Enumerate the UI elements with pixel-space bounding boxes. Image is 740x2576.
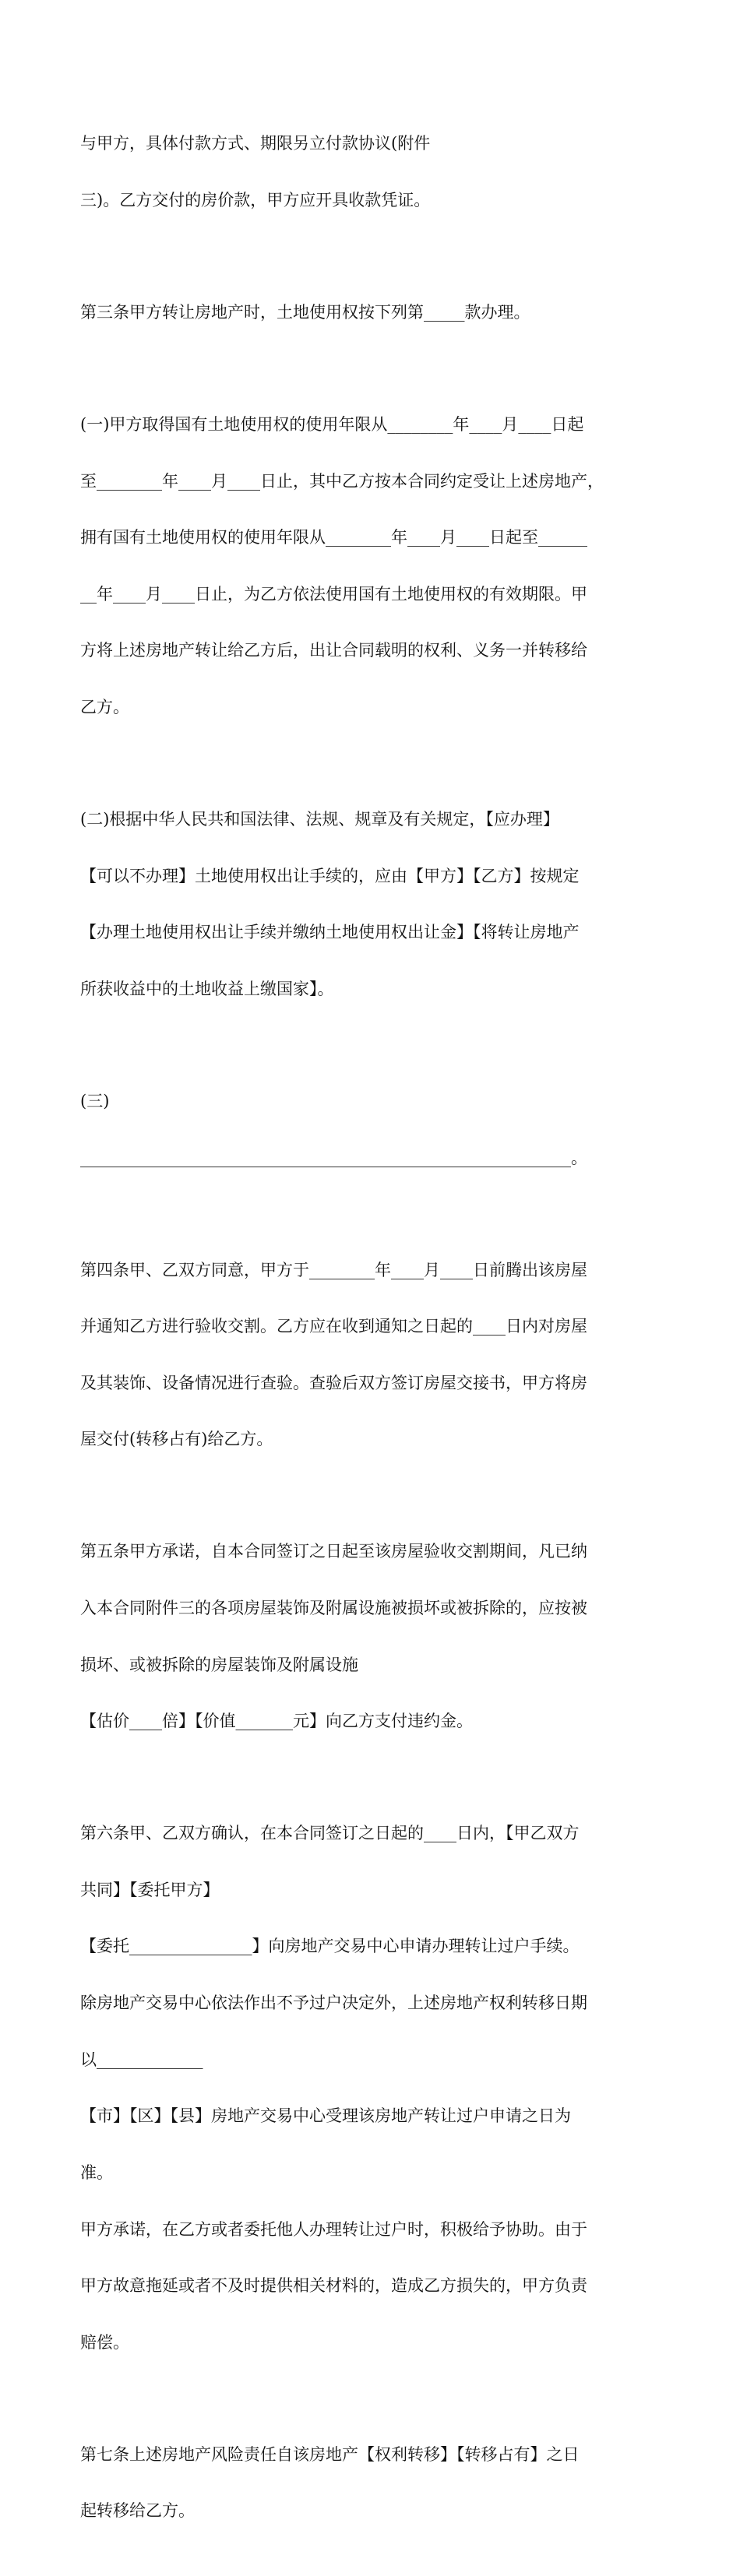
text-line: 【可以不办理】土地使用权出让手续的，应由【甲方】【乙方】按规定 — [80, 866, 580, 885]
paragraph-article-3-item-1 — [80, 378, 666, 755]
paragraph-article-6 — [80, 1786, 666, 2390]
text-line: 准。 — [80, 2163, 113, 2182]
text-line: 拥有国有土地使用权的使用年限从________年____月____日起至______ — [80, 528, 587, 547]
paragraph-article-5 — [80, 1504, 666, 1768]
text-line: 以_____________ — [80, 2050, 203, 2069]
text-line: 与甲方，具体付款方式、期限另立付款协议(附件 — [80, 134, 431, 153]
paragraph-article-3-item-2 — [80, 772, 666, 1036]
text-line: 【估价____倍】【价值_______元】向乙方支付违约金。 — [80, 1712, 473, 1731]
text-line: 【委托_______________】向房地产交易中心申请办理转让过户手续。 — [80, 1937, 580, 1956]
text-line: 共同】【委托甲方】 — [80, 1880, 220, 1899]
text-line: 【办理土地使用权出让手续并缴纳土地使用权出让金】【将转让房地产 — [80, 923, 580, 942]
text-line: 并通知乙方进行验收交割。乙方应在收到通知之日起的____日内对房屋 — [80, 1317, 587, 1336]
text-line: 除房地产交易中心依法作出不予过户决定外，上述房地产权利转移日期 — [80, 1994, 587, 2013]
text-line: 乙方。 — [80, 698, 129, 717]
paragraph-article-3 — [80, 266, 666, 360]
text-line: 屋交付(转移占有)给乙方。 — [80, 1430, 273, 1449]
text-line: 【市】【区】【县】房地产交易中心受理该房地产转让过户申请之日为 — [80, 2106, 571, 2126]
text-line: 及其装饰、设备情况进行查验。查验后双方签订房屋交接书，甲方将房 — [80, 1373, 587, 1392]
paragraph-article-4 — [80, 1223, 666, 1487]
text-line: 所获收益中的土地收益上缴国家】。 — [80, 979, 334, 998]
text-line: 入本合同附件三的各项房屋装饰及附属设施被损坏或被拆除的，应按被 — [80, 1599, 587, 1618]
text-line: (一)甲方取得国有土地使用权的使用年限从________年____月____日起 — [80, 415, 584, 435]
text-line: 起转移给乙方。 — [80, 2501, 195, 2521]
text-line: 方将上述房地产转让给乙方后，出让合同载明的权利、义务一并转移给 — [80, 641, 587, 660]
text-line: 第六条甲、乙双方确认，在本合同签订之日起的____日内，【甲乙双方 — [80, 1824, 580, 1843]
text-line: 甲方故意拖延或者不及时提供相关材料的，造成乙方损失的，甲方负责 — [80, 2276, 587, 2296]
text-line: 赔偿。 — [80, 2332, 129, 2352]
text-line: 第三条甲方转让房地产时，土地使用权按下列第_____款办理。 — [80, 303, 530, 322]
text-line: (二)根据中华人民共和国法律、法规、规章及有关规定，【应办理】 — [80, 810, 559, 829]
text-line: 第四条甲、乙双方同意，甲方于________年____月____日前腾出该房屋 — [80, 1260, 587, 1279]
text-line: 第七条上述房地产风险责任自该房地产【权利转移】【转移占有】之日 — [80, 2444, 580, 2464]
paragraph-payment-clause — [80, 97, 666, 248]
text-line: 第五条甲方承诺，自本合同签订之日起至该房屋验收交割期间，凡已纳 — [80, 1542, 587, 1561]
text-line: 至________年____月____日止，其中乙方按本合同约定受让上述房地产， — [80, 471, 604, 491]
text-line: ____________________________________________________________。 — [80, 1148, 587, 1167]
text-line: 甲方承诺，在乙方或者委托他人办理转让过户时，积极给予协助。由于 — [80, 2219, 587, 2239]
contract-page — [80, 97, 666, 2576]
text-line: __年____月____日止，为乙方依法使用国有土地使用权的有效期限。甲 — [80, 584, 587, 604]
text-line: 三)。乙方交付的房价款，甲方应开具收款凭证。 — [80, 191, 431, 210]
paragraph-article-3-item-3 — [80, 1054, 666, 1205]
text-line: (三) — [80, 1091, 110, 1110]
paragraph-article-7 — [80, 2407, 666, 2558]
text-line: 损坏、或被拆除的房屋装饰及附属设施 — [80, 1655, 358, 1674]
